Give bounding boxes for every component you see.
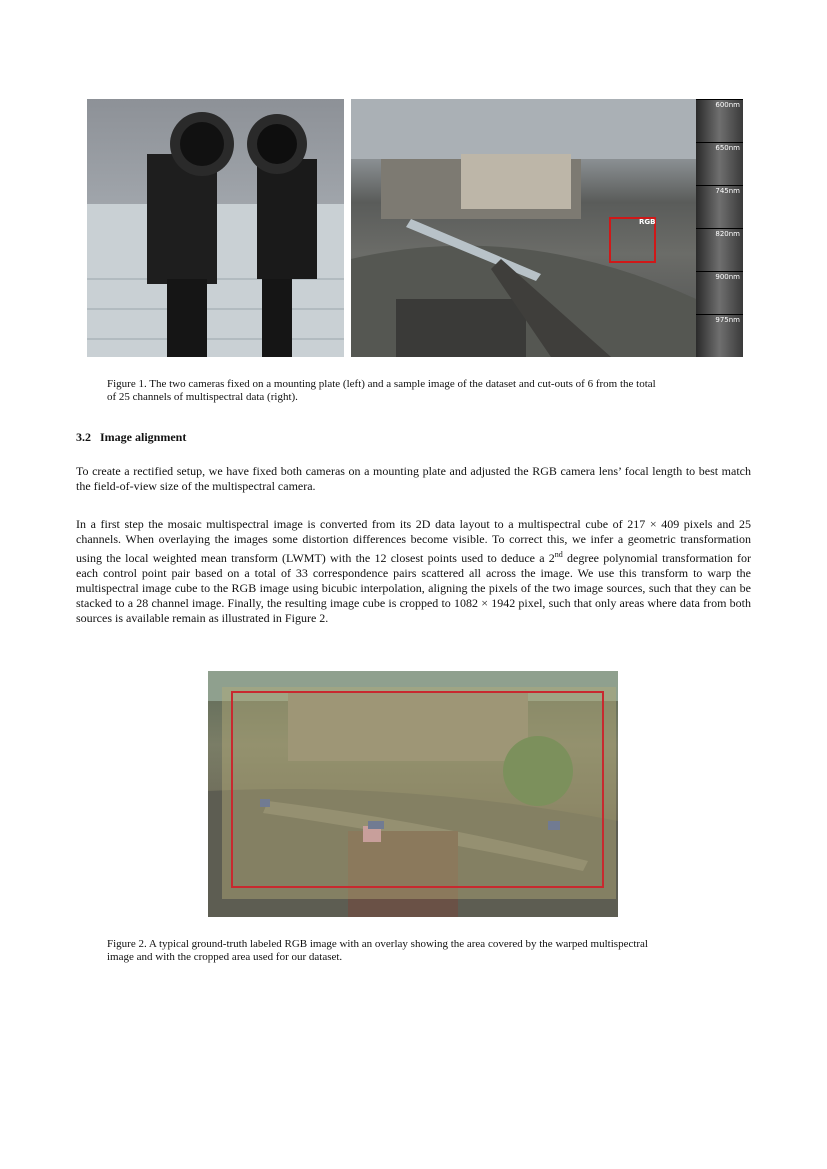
section-heading xyxy=(76,430,186,445)
channel-label: 650nm xyxy=(715,144,740,152)
paragraph-2 xyxy=(76,517,751,626)
camera-mount-photo xyxy=(87,99,344,357)
caption-line: of 25 channels of multispectral data (right). xyxy=(107,391,298,403)
figure-1 xyxy=(87,99,743,357)
channel-label: 600nm xyxy=(715,101,740,109)
channel-label: 975nm xyxy=(715,316,740,324)
channel-cutout xyxy=(696,228,743,271)
channel-label: 820nm xyxy=(715,230,740,238)
section-number: 3.2 xyxy=(76,430,91,444)
camera-illustration xyxy=(87,99,344,357)
paragraph-2-text-b: degree polynomial transformation for each control point pair based on a total of 33 correspondence pairs scattered all across the image. We use this transform to warp the multispectral image cube to the RGB image using bicubic interpolation, aligning the pixels of the two image sources, such that they can be stacked to a 28 channel image. Finally, the resulting image cube is cropped to 1082 × 1942 pixel, such that only areas where data from both sources is available remain as illustrated in Figure 2. xyxy=(76,551,752,625)
cropped-area-box xyxy=(231,691,604,888)
figure-1-caption xyxy=(107,378,747,404)
caption-line: Figure 2. A typical ground-truth labeled RGB image with an overlay showing the area covered by the warped multispectral xyxy=(107,938,648,950)
section-title: Image alignment xyxy=(100,430,187,444)
caption-line: image and with the cropped area used for our dataset. xyxy=(107,951,343,963)
superscript: nd xyxy=(554,550,563,559)
figure-2-caption xyxy=(107,938,747,964)
channel-label: 900nm xyxy=(715,273,740,281)
channel-cutout xyxy=(696,185,743,228)
channel-cutout xyxy=(696,271,743,314)
paragraph-2-text-a: In a first step the mosaic multispectral image is converted from its 2D data layout to a multispectral cube of 217 × 409 pixels and 25 channels. When overlaying the images some distortion differences become visible. To correct this, we infer a geometric transformation using the local weighted mean transform (LWMT) with the 12 closest points used to deduce a 2 xyxy=(76,517,751,565)
paragraph-1: To create a rectified setup, we have fixed both cameras on a mounting plate and adjusted the RGB camera lens’ focal length to best match the field-of-view size of the multispectral camera. xyxy=(76,464,751,493)
figure-2 xyxy=(208,671,618,917)
channel-cutout xyxy=(696,314,743,357)
channel-label: 745nm xyxy=(715,187,740,195)
caption-line: Figure 1. The two cameras fixed on a mounting plate (left) and a sample image of the dataset and cut-outs of 6 from the total xyxy=(107,378,656,390)
spectral-channel-strip xyxy=(696,99,743,357)
rgb-label: RGB xyxy=(639,218,656,226)
channel-cutout xyxy=(696,142,743,185)
channel-cutout xyxy=(696,99,743,142)
